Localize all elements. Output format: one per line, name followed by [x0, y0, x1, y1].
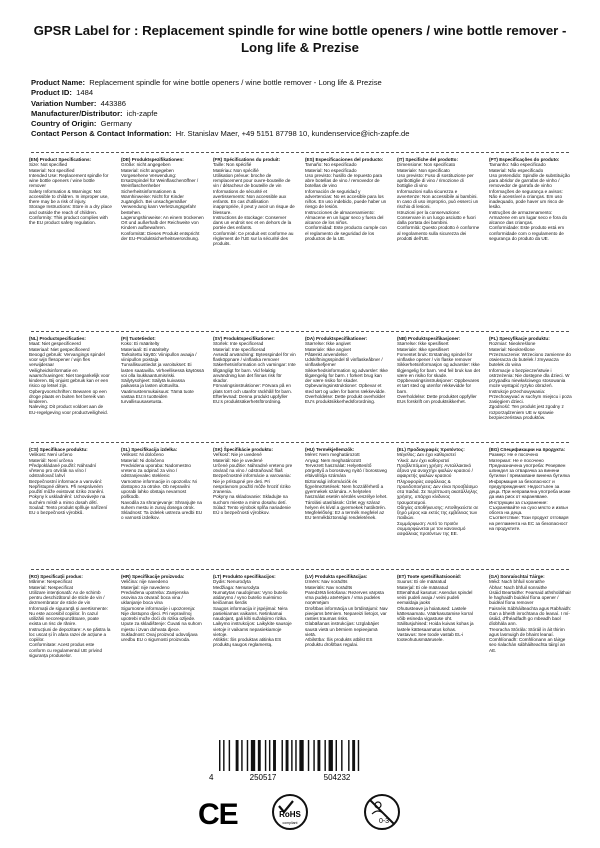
divider [31, 152, 569, 153]
product-id-row [31, 88, 591, 98]
spec-text: Mărime: Nespecificat Material: Nespecificat Utilizare intenționată: Ax de schimb pentru deschizătorul de sticle de vin / dezmembrator de sticle de vin Informații de siguranță și avertismente: Nu este accesibil copiilor. În cazul utilizării necorespunzătoare, poate exista un risc de rănire. Instrucțiuni de depozitare: A se păstra la loc uscat și în afara razei de acțiune a copiilor. Conformitate: Acest produs este conform cu regulamentul UE privind siguranța produselor. [29, 579, 111, 658]
spec-heading: (DA) Produktspecifikationer: [305, 336, 368, 341]
spec-block-pl [489, 336, 572, 420]
spec-text: Rozmiar: Nieokreślone Materiał: Nieokreślone Przeznaczenie: Wrzeciono zamienne do otwieracza do butelek / zmywacza butelek do wina Informacje o bezpieczeństwie i ostrzeżenia: Nie dostępne dla dzieci. W przypadku niewłaściwego stosowania może wystąpić ryzyko obrażeń. Instrukcje przechowywania: Przechowywać w suchym miejscu i poza zasięgiem dzieci. Zgodność: Ten produkt jest zgodny z rozporządzeniem UE w sprawie bezpieczeństwa produktów. [489, 341, 572, 420]
spec-text: Maat: Niet gespecificeerd Materiaal: Niet gespecificeerd Beoogd gebruik: Vervangings spindel voor wijn flesopener / wijn fles verwijderaar Veiligheidsinformatie en waarschuwingen: Niet toegankelijk voor kinderen. Bij onjuist gebruik kan er een risico op letsel zijn. Opbergvoorschriften: Bewaren op een droge plaats en buiten het bereik van kinderen. Naleving: Dit product voldoet aan de EU-regelgeving voor productveiligheid. [29, 341, 110, 415]
barcode-right-digits: 504232 [323, 773, 351, 782]
product-name-value: Replacement spindle for wine bottle openers / wine bottle remover - Long life & Prezise [89, 78, 382, 87]
compliance-marks [0, 792, 600, 832]
product-id-label: Product ID: [31, 88, 72, 98]
spec-heading: (IT) Specifiche del prodotto: [397, 157, 458, 162]
contact-row [31, 129, 591, 139]
divider [31, 569, 569, 570]
spec-heading: (FR) Spécifications du produit: [213, 157, 281, 162]
rohs-subtext: compliant [282, 821, 298, 825]
product-info-block [31, 78, 591, 140]
spec-block-lt [213, 574, 296, 648]
spec-heading: (RO) Specificații produs: [29, 574, 83, 579]
country-row [31, 119, 591, 129]
spec-block-ro [29, 574, 112, 658]
spec-block-fi [121, 336, 204, 404]
spec-block-en [29, 157, 112, 225]
spec-heading: (SL) Specifikacija izdelka: [121, 447, 178, 452]
variation-number-label: Variation Number: [31, 98, 97, 108]
spec-heading: (ES) Especificaciones del producto: [305, 157, 384, 162]
spec-text: Tamaño: No especificado Material: No especificado Uso previsto: husillo de repuesto para abre botellas de vino / removedor de botellas de vino Información de seguridad y advertencias: No es accesible para los niños. En uso indebido, puede haber un riesgo de lesión. Instrucciones de almacenamiento: Almacene en un lugar seco y fuera del alcance de los niños. Conformidad: Este producto cumple con el reglamento de seguridad de los productos de la UE. [305, 162, 387, 241]
spec-block-et [397, 574, 480, 642]
spec-text: Taille: Non spécifié Matériau: Non spécifié Utilisation prévue: broche de remplacement pour ouvre-bouteille de vin / détacheur de bouteille de vin Informations de sécurité et avertissements: Non accessible aux enfants. En cas d'utilisation inappropriée, il peut y avoir un risque de blessure. Instructions de stockage: Conserver dans un endroit sec et en dehors de la portée des enfants. Conformité: Ce produit est conforme au règlement de l'UE sur la sécurité des produits. [213, 162, 295, 246]
spec-heading: (HR) Specifikacije proizvoda: [121, 574, 185, 579]
spec-heading: (EN) Product Specifications: [29, 157, 92, 162]
spec-text: Dimensione: Non specificato Materiale: Non specificato Uso previsto: Fuso di sostituzione per apribottiglie di vino / rimozione di bottiglie di vino Informazioni sulla sicurezza e avvertenze: Non accessibile ai bambini. In caso di uso improprio, può esserci un rischio di lesioni. Istruzioni per la conservazione: Conservare in un luogo asciutto e fuori dalla portata dei bambini. Conformità: Questo prodotto è conforme al regolamento sulla sicurezza dei prodotti dell'UE. [397, 162, 480, 241]
spec-block-fr [213, 157, 296, 246]
manufacturer-row [31, 109, 591, 119]
product-name-label: Product Name: [31, 78, 86, 87]
country-label: Country of Origin: [31, 119, 97, 129]
spec-block-sk [213, 447, 296, 515]
spec-block-sv [213, 336, 296, 404]
divider [31, 442, 569, 443]
age-warning-icon [365, 795, 399, 829]
manufacturer-label: Manufacturer/Distributor: [31, 108, 123, 118]
spec-block-it [397, 157, 480, 241]
spec-text: Méret: Nem meghatározott Anyag: Nem meghatározott Tervezett használat: Helyettesítő pörgettyű a borosüveg nyitó / borosüveg eltávolítója számára Biztonsági információk és figyelmeztetések: Nem hozzáférhető a gyermekek számára. A helytelen használat esetén sérülés veszélye lehet. Tárolási utasítások: Üzlet egy száraz helyen és kívül a gyermekek hatókörén. Megfelelőség: Ez a termék megfelel az EU termékbiztonsági rendeletének. [305, 452, 388, 521]
spec-text: Dydis: Nenurodyta Medžiaga: Nenurodyta Numatytas naudojimas: Vyno butelio atidarymo / vyno butelio nuėmimo keičiamas šerdis Saugos informacija ir įspėjimai: Nėra pasiekiamas vaikams. Netinkamai naudojant, gali kilti sužalojimo rizika. Laikymo instrukcijos: Laikykite sausoje vietoje ir vaikams nepasiekiamoje vietoje. Atitiktis: Šis produktas atitinka ES produktų saugos reglamentą. [213, 579, 292, 648]
spec-block-nl [29, 336, 112, 415]
spec-heading: (ET) Toote spetsifikatsioonid: [397, 574, 462, 579]
spec-row-4 [29, 574, 574, 732]
spec-text: Méid: Nach bhfuil sonraithe Ábhar: Nach bhfuil sonraithe Úsáid Beartaithe: Fearsaid athsholáthair le haghaidh buidéal fíona opener / buidéal fíona remover Faisnéis Sábháilteachta agus Rabhaidh: Gan a bheith inrochtana do leanaí. I mí-úsáid, d'fhéadfadh go mbeadh baol díobhála ann. Treoracha Stórála: Stóráil in áit thirim agus lasmuigh de bhaint leanaí. Comhlíonadh: Comhlíonann an táirge seo rialachán sábháilteachta táirgí an AE. [489, 579, 572, 653]
spec-heading: (LT) Produkto specifikacijos: [213, 574, 276, 579]
spec-heading: (SV) Produktspecifikationer: [213, 336, 275, 341]
spec-text: Izmērs: Nav norādīts Materiāls: Nav norādīts Paredzētā lietošana: Rezerves vārpsta vīna pudeļu atvērējam / vīna pudeles noņēmējam Drošības informācija un brīdinājumi: Nav pieejams bērniem. Nepareizi lietojot, var rasties traumas risks. Glabāšanas instrukcijas: Uzglabājiet sausā vietā un bērniem nepieejamā vietā. Atbilstība: Šis produkts atbilst ES produktu drošības regulai. [305, 579, 388, 648]
spec-heading: (DE) Produktspezifikationen: [121, 157, 184, 162]
spec-heading: (FI) Tuotetiedot: [121, 336, 156, 341]
spec-block-da [305, 336, 388, 404]
age-range-text: 0-3 [378, 818, 390, 825]
barcode-bars [219, 740, 359, 771]
spec-block-ga [489, 574, 572, 653]
variation-number-value: 443386 [100, 98, 126, 108]
spec-block-hu [305, 447, 388, 521]
spec-block-es [305, 157, 388, 241]
contact-label: Contact Person & Contact Information: [31, 129, 172, 139]
ce-mark-icon: CE [198, 798, 238, 831]
spec-text: Storlek: Inte specificerad Material: Inte specificerad Avsedd användning: Bytesspindel för vin flasköppnare / vinflaska remover Säkerhetsinformation och varningar: Inte tillgängligt för barn. Vid felaktig användning kan det finnas risk för skador. Förvaringsinstruktioner: Förvara på en plats torrt och utanför räckhåll för barn. Efterlevnad: Denna produkt uppfyller EU:s produktsäkerhetsförordning. [213, 341, 296, 404]
contact-value: Hr. Stanislav Maer, +49 5151 87798 10, kundenservice@ich-zapfe.de [175, 129, 410, 139]
manufacturer-value: ich-zapfe [126, 108, 158, 118]
spec-text: Size: Not specified Material: Not specified Intended Use: Replacement spindle for wine bottle openers / wine bottle remover Safety Information & Warnings: Not accessible to children. In improper use, there may be a risk of injury. Storage Instructions: Store in a dry place and outside the reach of children. Conformity: This product complies with the EU product safety regulation. [29, 162, 112, 225]
spec-heading: (PL) Specyfikacje produktu: [489, 336, 550, 341]
rohs-icon [273, 795, 307, 829]
variation-number-row [31, 99, 591, 109]
barcode-left-digits: 250517 [249, 773, 277, 782]
spec-heading: (NB) Produktspesifikasjoner: [397, 336, 461, 341]
divider [31, 331, 569, 332]
spec-text: Suurus: Ei ole määratud Materjal: Ei ole määratud Ettenähtud kasutus: Asendus spindel veini pudeli avaja / veini pudeli eemaldaja jaoks Ohutusteave ja hoiatused: Lastele kättesaamatu. Väärkasutamise korral võib esineda vigastuse oht. Säilitusjuhised: Hoida kuivas kohas ja lastele kättesaamatus kohas. Vastavus: See toode vastab EL-i tooteohutusmäärusele. [397, 579, 474, 642]
spec-row-2 [29, 336, 574, 438]
product-name-row [31, 78, 591, 88]
spec-heading: (HU) Termékjellemzők: [305, 447, 355, 452]
spec-text: Veličina: nije navedeno Materijal: nije navedeno Predviđena upotreba: Zamjenska osovina za otvarač boca vina / uklanjanje boca vina Sigurnosne informacije i upozorenja: Nije dostupno djeci. Pri nepravilnoj upotrebi može doći do rizika ozljede. Upute za skladištenje: Čuvati na suhom mjestu i izvan dohvata djece. Sukladnost: Ovaj proizvod udovoljava uredbu EU o sigurnosti proizvoda. [121, 579, 202, 642]
spec-row-3 [29, 447, 574, 565]
spec-text: Größe: nicht angegeben Material: nicht angegeben Vorgesehene Verwendung: Ersatzspindel für Weinflaschenöffner / Weinflaschenheber Sicherheitsinformationen & Warnhinweise: Nicht für Kinder zugänglich. Bei unsachgemäßer Verwendung kann Verletzungsgefahr bestehen. Lagerungshinweise: An einem trockenen Ort und außerhalb der Reichweite von Kindern aufbewahren. Konformität: Dieses Produkt entspricht der EU-Produktsicherheitsverordnung. [121, 162, 204, 241]
spec-text: Koko: Ei määritelty Materiaali: Ei määritelty Tarkoitettu käyttö: Viinipullon avaaja / viinipullon poistaja Turvallisuustiedot ja varoitukset: Ei lasten saatavilla. Virheellisessä käytössä voi olla loukkaantumisriski. Säilytysohjeet: Säilytä kuivassa paikassa ja lasten ulottuvilta. Vaatimustenmukaisuus: Tämä tuote vastaa EU:n tuotteiden turvallisuusasetusta. [121, 341, 204, 404]
spec-block-bg [489, 447, 572, 531]
page-title: GPSR Label for : Replacement spindle for wine bottle openers / wine bottle remover - Long life & Prezise [33, 23, 567, 55]
spec-text: Размер: Не е посочено Материал: Не е посочено Предназначена употреба: Резервен шпиндел за отварачка за винени бутилки / премахване винена бутилка Информация за безопасност и предупреждения: Недостъпен за деца. При неправилна употреба може да има риск от нараняване. Инструкции за съхранение: Съхранявайте на сухо място и извън обсега на деца. Съответствие: Този продукт отговаря на регламента на ЕС за безопасност на продуктите. [489, 452, 571, 531]
spec-text: Størrelse: Ikke angivet Materiale: Ikke angivet Påtænkt anvendelse: Udskiftningsspindel til vinflaskeåbner / vinflaskefjerner Sikkerhedsinformation og advarsler: Ikke tilgængelig for børn. I forkert brug kan der være risiko for skader. Opbevaringsinstruktioner: Opbevar et sted tørt og uden for børns rækkevidde. Overholdelse: Dette produkt overholder EU's produktsikkerhedsforordning. [305, 341, 388, 404]
country-value: Germany [100, 119, 132, 129]
spec-heading: (NL) Productspecificaties: [29, 336, 86, 341]
spec-text: Velikost: Není určeno Materiál: Není určena Předpokládané použití: Náhradní vřeteno pro otvírák na víno / odstraňovač lahví Bezpečnostní informace a varování: Nepřístupné dětem. Při nesprávném použití může existovat riziko zranění. Pokyny k uskladnění: Uchovávejte na suchém místě a mimo dosah dětí. Soulad: Tento produkt splňuje nařízení EU o bezpečnosti výrobků. [29, 452, 108, 515]
spec-text: Tamanho: Não especificado Material: Não especificado Uso pretendido: Spindle de substituição para abridor de garrafas de vinho / removedor de garrafa de vinho Informações de segurança e avisos: Não é acessível a crianças. Em uso inadequado, pode haver um risco de lesão. Instruções de armazenamento: Armazene em um lugar seco e fora do alcance das crianças. Conformidade: Este produto está em conformidade com o regulamento de segurança do produto da UE. [489, 162, 570, 241]
spec-heading: (SK) Špecifikácie produktu: [213, 447, 273, 452]
spec-block-el [397, 447, 480, 536]
spec-block-lv [305, 574, 388, 648]
spec-heading: (PT) Especificações do produto: [489, 157, 560, 162]
spec-text: Velikost: Ni določeno Material: Ni določeno Predvidena uporaba: Nadomestno vreteno za odpirač za vino / odstranjevalec steklenic Varnostne informacije in opozorila: Ni dostopno za otroke. Ob nepravilni uporabi lahko obstaja nevarnost poškodb. Navodila za shranjevanje: Shranjujte na suhem mestu in zunaj dosega otrok. Skladnost: Ta izdelek ustreza uredbi EU o varnosti izdelkov. [121, 452, 203, 521]
spec-block-cs [29, 447, 112, 515]
product-id-value: 1484 [76, 88, 94, 98]
ean-barcode [205, 740, 385, 782]
spec-block-nb [397, 336, 480, 404]
spec-text: Veľkosť: Nie je uvedené Materiál: Nie je uvedené Určené použitie: Náhradné vreteno pre otvárač na víno / odstraňovač fliaš Bezpečnostné informácie a varovania: Nie je prístupné pre deti. Pri nesprávnom použití môže hroziť riziko zranenia. Pokyny na skladovanie: Skladujte na suchom mieste a mimo dosahu detí. Súlad: Tento výrobok spĺňa nariadenie EÚ o bezpečnosti výrobkov. [213, 452, 293, 515]
barcode-lead-digit: 4 [209, 773, 214, 782]
spec-heading: (BG) Спецификации на продукта: [489, 447, 566, 452]
spec-row-1 [29, 157, 574, 327]
spec-block-hr [121, 574, 204, 642]
spec-heading: (LV) Produkta specifikācijas: [305, 574, 368, 579]
spec-block-sl [121, 447, 204, 521]
spec-heading: (EL) Προδιαγραφές προϊόντος: [397, 447, 465, 452]
spec-text: Μέγεθος: Δεν έχει καθοριστεί Υλικό: Δεν έχει καθοριστεί Προβλεπόμενη χρήση: Ανταλλακτικό άξονα για ανοιχτήρι φιαλών κρασιού / αφαιρετής φιαλών κρασιού Πληροφορίες ασφάλειας & προειδοποιήσεις: Δεν είναι προσβάσιμο στα παιδιά. Σε περίπτωση ακατάλληλης χρήσης, υπάρχει κίνδυνος τραυματισμού. Οδηγίες αποθήκευσης: Αποθηκεύστε σε ξηρό μέρος και εκτός της εμβέλειας των παιδιών. Συμμόρφωση: Αυτό το προϊόν συμμορφώνεται με τον κανονισμό ασφάλειας προϊόντων της ΕΕ. [397, 452, 479, 536]
spec-heading: (GA) Sonraíochtaí Táirge: [489, 574, 545, 579]
spec-block-pt [489, 157, 572, 241]
rohs-text: RoHS [279, 810, 301, 819]
spec-text: Størrelse: Ikke spesifisert Materiale: Ikke spesifisert Forventet bruk: Erstatning spindel for vinflaske opener / vin flaske remover Sikkerhetsinformasjon og advarsler: Ikke tilgjengelig for barn. Ved feil bruk kan det være en risiko for skade. Oppbevaringsinstruksjoner: Oppbevares et tørt sted og utenfor rekkevidde for barn. Overholdelse: Dette produktet oppfyller EUs forskrift om produktsikkerhet. [397, 341, 480, 404]
spec-heading: (CS) Specifikace produktu: [29, 447, 88, 452]
spec-block-de [121, 157, 204, 241]
